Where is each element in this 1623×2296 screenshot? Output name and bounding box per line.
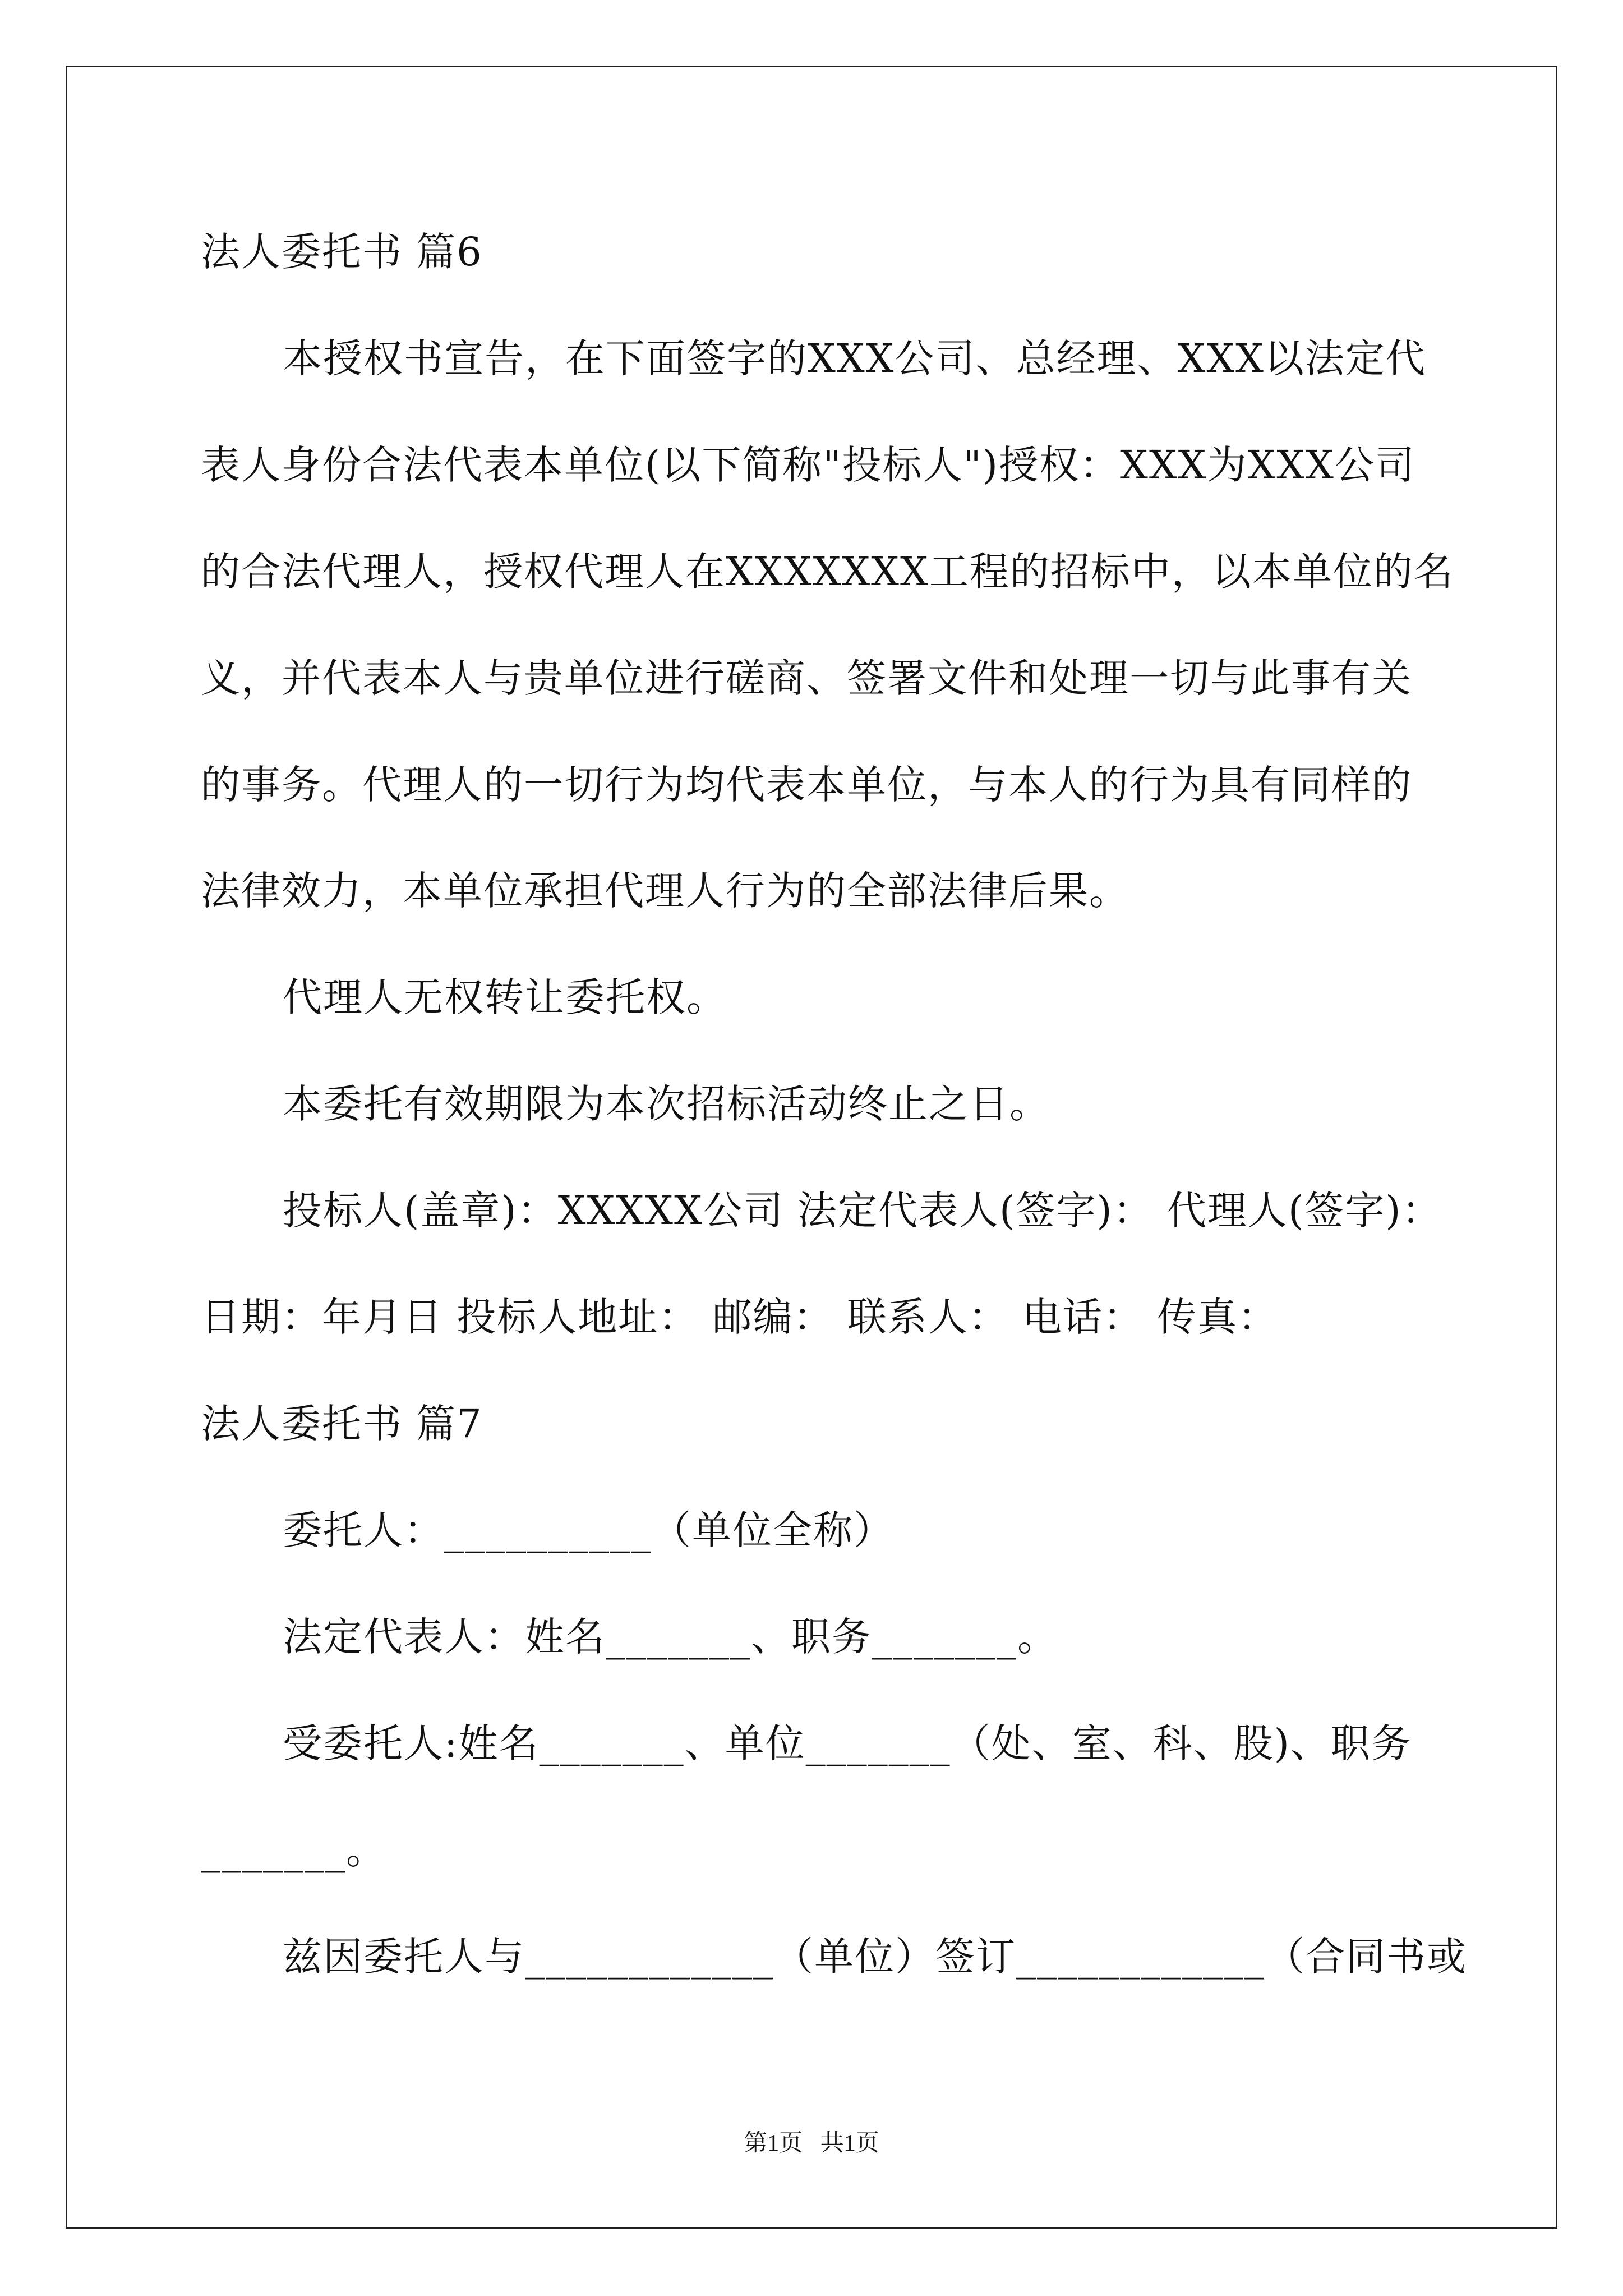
- paragraph-line: 本委托有效期限为本次招标活动终止之日。: [283, 1081, 1050, 1127]
- section-heading-7: 法人委托书 篇7: [201, 1401, 483, 1447]
- paragraph-line: 本授权书宣告，在下面签字的XXX公司、总经理、XXX以法定代: [283, 335, 1427, 381]
- form-field-line: 法定代表人：姓名_______、职务_______。: [283, 1614, 1058, 1660]
- form-field-line: 委托人：__________（单位全称）: [283, 1507, 894, 1553]
- paragraph-line: 代理人无权转让委托权。: [283, 974, 727, 1020]
- form-field-line: 受委托人:姓名_______、单位_______（处、室、科、股)、职务: [283, 1720, 1412, 1766]
- page-number-footer: 第1页 共1页: [744, 2131, 879, 2156]
- contact-info-line: 日期：年月日 投标人地址： 邮编： 联系人： 电话： 传真：: [201, 1294, 1279, 1340]
- paragraph-line: 的合法代理人，授权代理人在XXXXXXX工程的招标中，以本单位的名: [201, 549, 1454, 595]
- form-field-line: 兹因委托人与____________（单位）签订____________（合同书或: [283, 1934, 1467, 1980]
- paragraph-line: 表人身份合法代表本单位(以下简称"投标人")授权：XXX为XXX公司: [201, 442, 1416, 488]
- form-field-line: _______。: [201, 1827, 386, 1873]
- paragraph-line: 的事务。代理人的一切行为均代表本单位，与本人的行为具有同样的: [201, 762, 1412, 808]
- paragraph-line: 义，并代表本人与贵单位进行磋商、签署文件和处理一切与此事有关: [201, 655, 1412, 701]
- signature-line: 投标人(盖章)：XXXXX公司 法定代表人(签字)： 代理人(签字)：: [283, 1188, 1442, 1234]
- page-border: [66, 66, 1557, 2229]
- section-heading-6: 法人委托书 篇6: [201, 229, 483, 275]
- paragraph-line: 法律效力，本单位承担代理人行为的全部法律后果。: [201, 868, 1129, 914]
